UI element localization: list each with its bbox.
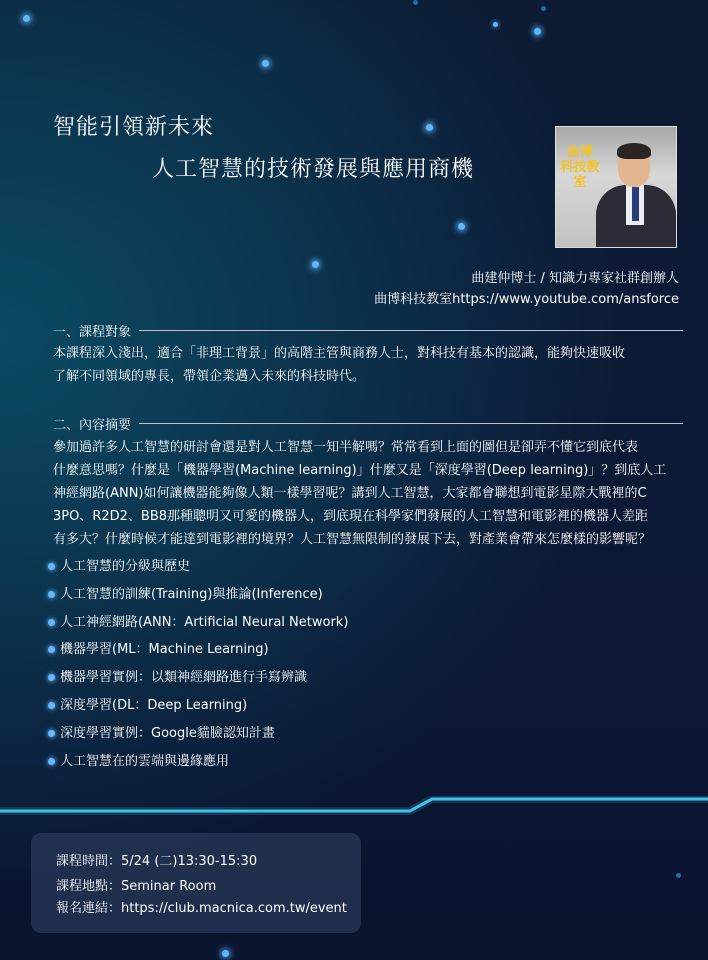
list-item: 人工智慧在的雲端與邊緣應用	[48, 750, 348, 778]
event-location: 課程地點：Seminar Room	[56, 879, 217, 894]
list-item: 人工智慧的分級與歷史	[48, 555, 348, 583]
glow-dot	[23, 15, 30, 22]
list-item: 深度學習實例：Google貓臉認知計畫	[48, 722, 348, 750]
section-heading-audience: 一、課程對象	[53, 321, 131, 340]
registration-link[interactable]: 報名連結：https://club.macnica.com.tw/event	[56, 901, 347, 916]
glow-dot	[222, 950, 229, 957]
glow-dot	[493, 22, 498, 27]
author-info	[374, 268, 679, 310]
glow-dot	[262, 60, 269, 67]
list-item: 人工神經網路(ANN：Artificial Neural Network)	[48, 611, 348, 639]
summary-paragraph: 參加過許多人工智慧的研討會還是對人工智慧一知半解嗎？常常看到上面的圖但是卻弄不懂它到底代表 什麼意思嗎？什麼是「機器學習(Machine learning)」什麼又是「深度學習(Deep learning)」？到底人工 神經網路(ANN)如何讓機器能夠像人類一樣學習呢？講到人工智慧，大家都會聯想到電影星際大戰裡的C 3PO、R2D2、BB8那種聰明又可愛的機器人，到底現在科學家們發展的人工智慧和電影裡的機器人差距 有多大？什麼時候才能達到電影裡的境界？人工智慧無限制的發展下去，對產業會帶來怎麼樣的影響呢？	[53, 440, 667, 547]
speaker-photo	[555, 126, 677, 248]
author-name: 曲建仲博士 / 知識力專家社群創辦人	[471, 271, 679, 286]
audience-paragraph: 本課程深入淺出，適合「非理工背景」的高階主管與商務人士，對科技有基本的認識，能夠快速吸收 了解不同領域的專長，帶領企業邁入未來的科技時代。	[53, 346, 626, 384]
glow-dot	[458, 223, 465, 230]
list-item: 人工智慧的訓練(Training)與推論(Inference)	[48, 583, 348, 611]
glow-dot	[534, 28, 541, 35]
channel-logo: 曲博 科技教室	[560, 145, 600, 190]
section-heading-summary: 二、內容摘要	[53, 414, 131, 433]
decorative-divider	[0, 796, 708, 818]
glow-dot	[676, 873, 681, 878]
section-rule	[139, 423, 683, 424]
glow-dot	[426, 124, 433, 131]
event-info-box	[31, 833, 361, 933]
list-item: 機器學習實例：以類神經網路進行手寫辨識	[48, 666, 348, 694]
event-time: 課程時間：5/24 (二)13:30-15:30	[56, 854, 258, 869]
title-line-1: 智能引領新未來	[53, 115, 215, 140]
topic-list	[48, 555, 348, 777]
list-item: 機器學習(ML：Machine Learning)	[48, 638, 348, 666]
list-item: 深度學習(DL：Deep Learning)	[48, 694, 348, 722]
glow-dot	[312, 261, 319, 268]
glow-dot	[541, 6, 546, 11]
title-line-2: 人工智慧的技術發展與應用商機	[152, 157, 475, 182]
author-channel: 曲博科技教室https://www.youtube.com/ansforce	[374, 292, 679, 307]
glow-dot	[413, 0, 418, 5]
section-rule	[139, 330, 683, 331]
